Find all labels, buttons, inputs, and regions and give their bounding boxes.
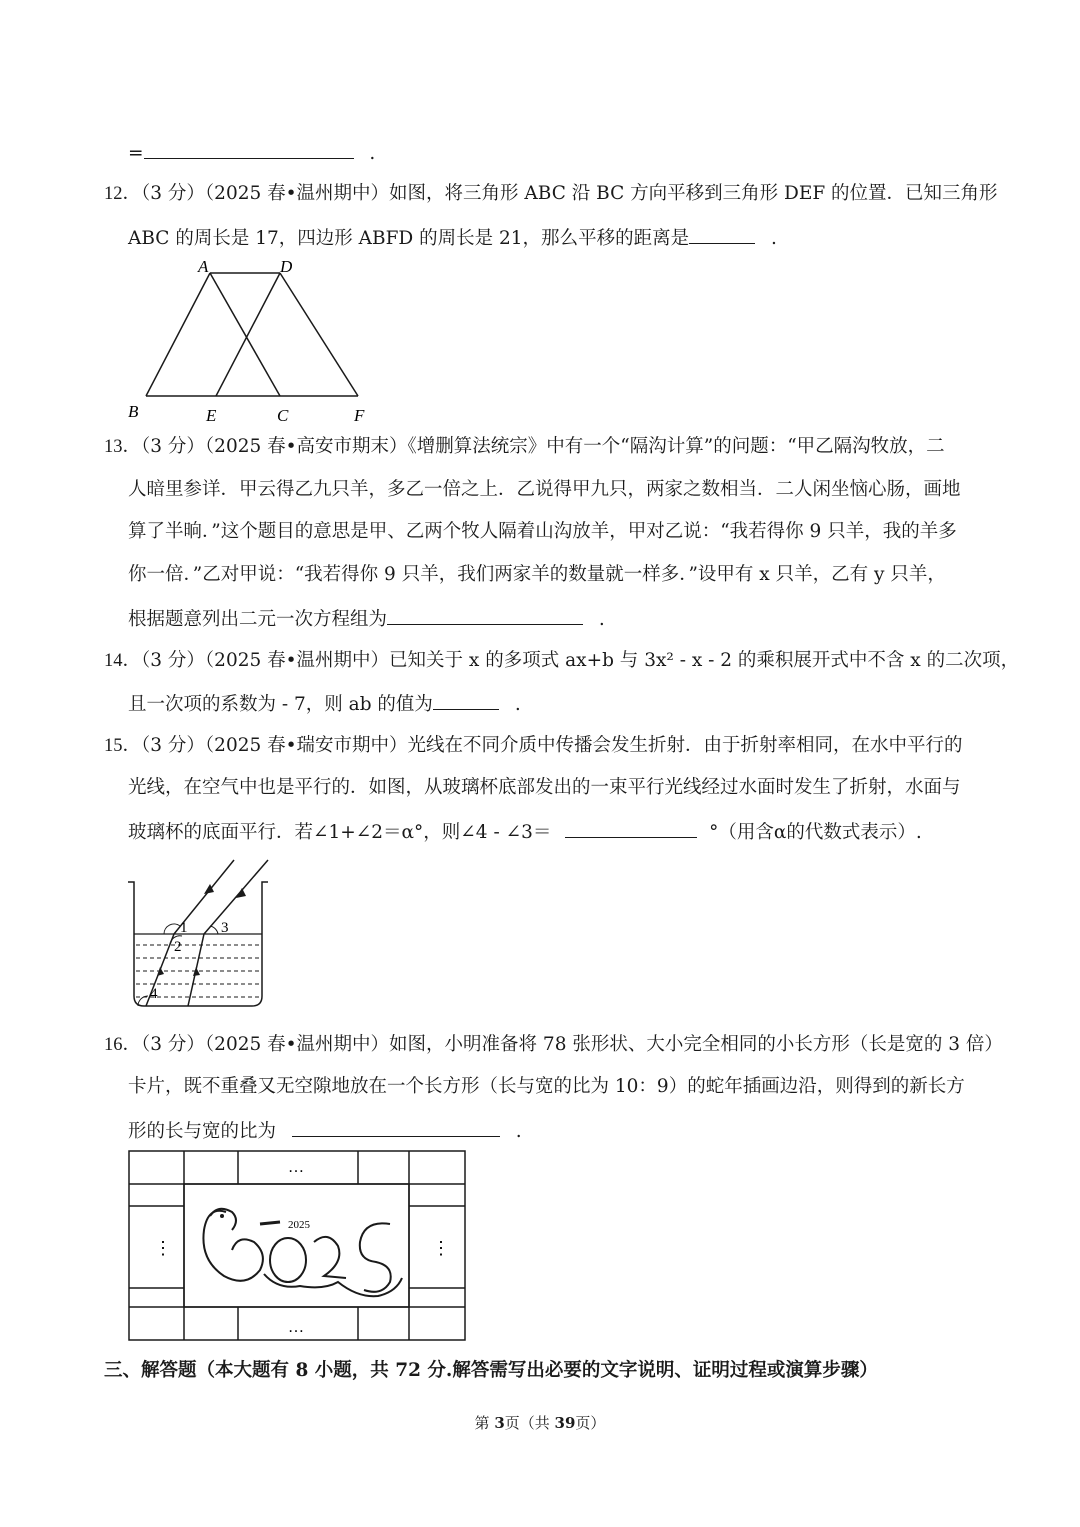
question-text: 如图，小明准备将 78 张形状、大小完全相同的小长方形（长是宽的 3 倍） xyxy=(389,1034,1003,1055)
q16-line3: 形的长与宽的比为 . xyxy=(128,1116,522,1146)
question-source: （2025 春•温州期中） xyxy=(204,1034,390,1055)
q13-line1 xyxy=(104,433,945,461)
page-number: 3 xyxy=(494,1414,505,1432)
dots-top: … xyxy=(288,1159,304,1176)
label-F: F xyxy=(354,406,365,425)
q15-line2: 光线，在空气中也是平行的．如图，从玻璃杯底部发出的一束平行光线经过水面时发生了折射，水面与 xyxy=(128,777,961,798)
question-source: （2025 春•温州期中） xyxy=(204,183,390,204)
question-number: 13． xyxy=(104,437,142,457)
page-total: 39 xyxy=(554,1414,576,1432)
snake-caption: 2025 xyxy=(288,1219,310,1231)
question-number: 12． xyxy=(104,184,142,204)
question-source: （2025 春•温州期中） xyxy=(204,650,390,671)
answer-blank[interactable] xyxy=(689,223,755,244)
previous-answer-line: = . xyxy=(128,138,375,168)
question-number: 14． xyxy=(104,651,142,671)
angle-2-label: 2 xyxy=(174,939,182,955)
answer-blank[interactable] xyxy=(433,689,499,710)
dots-left: ⋮ xyxy=(154,1238,172,1258)
question-text: 光线在不同介质中传播会发生折射．由于折射率相同，在水中平行的 xyxy=(407,735,963,756)
q15-line1 xyxy=(104,732,963,760)
question-text: 《增删算法统宗》中有一个“隔沟计算”的问题：“甲乙隔沟牧放，二 xyxy=(407,436,945,457)
question-score: （3 分） xyxy=(141,735,205,756)
label-B: B xyxy=(128,402,139,421)
question-source: （2025 春•瑞安市期中） xyxy=(204,735,408,756)
question-text: 已知关于 x 的多项式 ax+b 与 3x² - x - 2 的乘积展开式中不含 x 的二次项， xyxy=(389,650,1020,671)
dots-right: ⋮ xyxy=(432,1238,450,1258)
q13-line5: 根据题意列出二元一次方程组为 . xyxy=(128,604,605,634)
label-C: C xyxy=(277,406,289,425)
q16-line2: 卡片，既不重叠又无空隙地放在一个长方形（长与宽的比为 10：9）的蛇年插画边沿，则得到的新长方 xyxy=(128,1076,965,1097)
angle-3-label: 3 xyxy=(221,920,229,936)
answer-blank[interactable] xyxy=(144,138,354,159)
q16-card-frame-figure xyxy=(128,1150,468,1342)
q12-line1 xyxy=(104,180,998,208)
answer-blank[interactable] xyxy=(565,817,697,838)
answer-blank[interactable] xyxy=(387,604,583,625)
q12-triangle-figure xyxy=(120,255,380,427)
page-footer: 第 3页（共 39页） xyxy=(474,1414,606,1432)
section3-title: 三、解答题（本大题有 8 小题，共 72 分.解答需写出必要的文字说明、证明过程或演算步骤） xyxy=(104,1360,878,1381)
question-number: 15． xyxy=(104,736,142,756)
label-E: E xyxy=(206,406,217,425)
q16-line1 xyxy=(104,1031,1003,1059)
q14-line2: 且一次项的系数为 - 7，则 ab 的值为 . xyxy=(128,689,521,719)
dots-bottom: … xyxy=(288,1319,304,1336)
q12-line2: ABC 的周长是 17，四边形 ABFD 的周长是 21，那么平移的距离是 . xyxy=(128,223,777,253)
question-score: （3 分） xyxy=(141,650,205,671)
question-score: （3 分） xyxy=(141,183,205,204)
q15-line3: 玻璃杯的底面平行．若∠1+∠2＝α°，则∠4 - ∠3＝ °（用含α的代数式表示）. xyxy=(128,817,922,847)
angle-1-label: 1 xyxy=(180,920,188,936)
question-source: （2025 春•高安市期末） xyxy=(204,436,408,457)
label-D: D xyxy=(280,257,293,276)
answer-blank[interactable] xyxy=(292,1116,500,1137)
q13-line4: 你一倍．”乙对甲说：“我若得你 9 只羊，我们两家羊的数量就一样多．”设甲有 x 只羊，乙有 y 只羊， xyxy=(128,564,946,585)
question-number: 16． xyxy=(104,1035,142,1055)
q13-line3: 算了半晌．”这个题目的意思是甲、乙两个牧人隔着山沟放羊，甲对乙说：“我若得你 9 只羊，我的羊多 xyxy=(128,521,957,542)
snake-illustration xyxy=(203,1209,402,1296)
question-text: 如图，将三角形 ABC 沿 BC 方向平移到三角形 DEF 的位置．已知三角形 xyxy=(389,183,998,204)
q14-line1 xyxy=(104,647,1019,675)
question-score: （3 分） xyxy=(141,436,205,457)
q13-line2: 人暗里参详．甲云得乙九只羊，多乙一倍之上．乙说得甲九只，两家之数相当．二人闲坐恼心肠，画地 xyxy=(128,479,961,500)
question-score: （3 分） xyxy=(141,1034,205,1055)
angle-4-label: 4 xyxy=(150,986,158,1002)
q15-glass-figure xyxy=(124,856,274,1012)
label-A: A xyxy=(198,257,209,276)
